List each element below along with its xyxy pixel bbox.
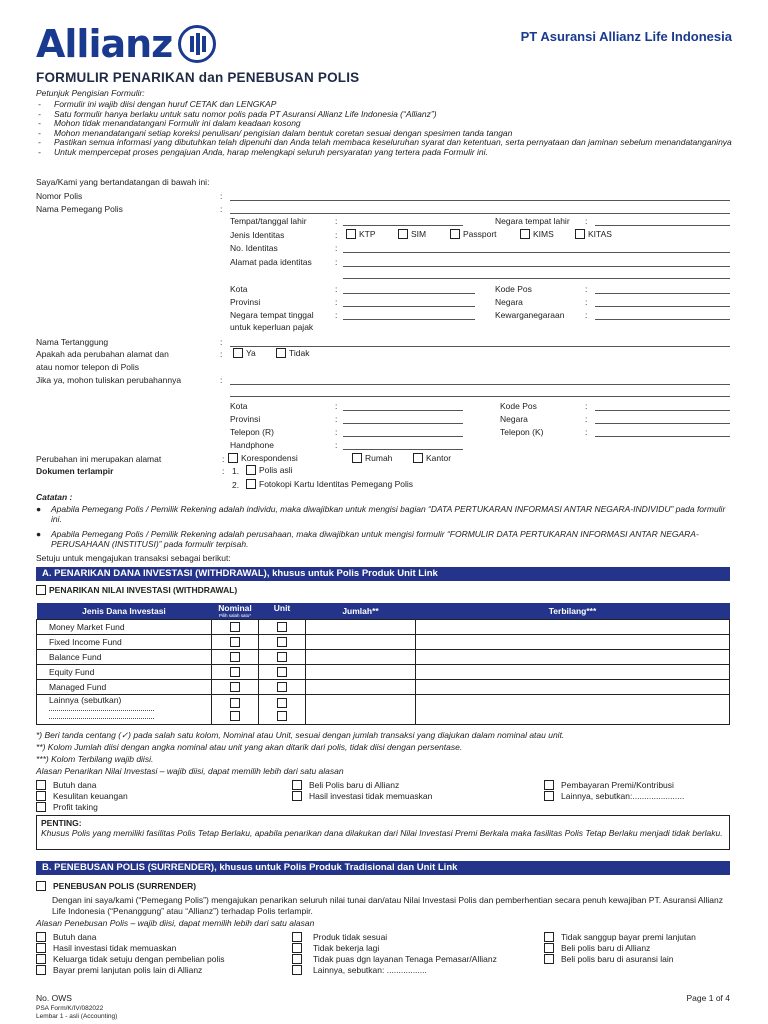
- jumlah-cell[interactable]: [306, 649, 416, 664]
- doc-number: 2.: [232, 480, 240, 490]
- provinsi-label-2: Provinsi: [230, 414, 261, 424]
- handphone-label: Handphone: [230, 440, 274, 450]
- checkbox[interactable]: [544, 780, 554, 790]
- pilih-hint: Pilih salah satu*: [218, 613, 252, 618]
- kewarganegaraan-field[interactable]: [595, 319, 730, 320]
- nominal-cell[interactable]: [212, 679, 259, 694]
- terbilang-cell[interactable]: [416, 619, 730, 634]
- table-row: [37, 664, 730, 679]
- nama-pemegang-label: Nama Pemegang Polis: [36, 204, 123, 214]
- penebusan-desc: Dengan ini saya/kami (“Pemegang Polis”) mengajukan penarikan seluruh nilai tunai dan/atau Nilai Investasi Polis dan pemberhentian secara penuh kewajiban PT. Asuransi Allianz Life Indonesia (“Penanggung” atau “Allianz”) terhadap Polis terlampir.: [52, 895, 723, 916]
- kewarganegaraan-label: Kewarganegaraan: [495, 310, 565, 320]
- ya-checkbox[interactable]: [233, 348, 256, 358]
- checkbox[interactable]: [520, 229, 530, 239]
- perubahan-field-2[interactable]: [230, 396, 730, 397]
- fund-other-label: Lainnya (sebutkan): [49, 694, 122, 705]
- company-name: PT Asuransi Allianz Life Indonesia: [520, 29, 732, 44]
- id-type-label: Passport: [463, 229, 497, 239]
- colon: :: [585, 414, 588, 424]
- fund-name: Money Market Fund: [37, 619, 212, 634]
- catatan-text: Apabila Pemegang Polis / Pemilik Rekening adalah perusahaan, maka diwajibkan untuk mengisi formulir “FORMULIR DATA PERTUKARAN INFORMASI ANTAR NEGARA-PERUSAHAAN (INSTITUSI)” pada formulir terpisah.: [51, 529, 699, 549]
- bullet-icon: ●: [36, 504, 42, 514]
- section-b-bar: B. PENEBUSAN POLIS (SURRENDER), khusus untuk Polis Produk Tradisional dan Unit Link: [36, 861, 730, 875]
- reason-checkbox[interactable]: [544, 953, 696, 964]
- fund-name: Balance Fund: [37, 649, 212, 664]
- provinsi-field[interactable]: [343, 306, 475, 307]
- colon: :: [585, 284, 588, 294]
- reason-checkbox[interactable]: [544, 779, 684, 790]
- penebusan-label: PENEBUSAN POLIS (SURRENDER): [53, 881, 197, 891]
- penarikan-checkbox[interactable]: [36, 585, 237, 595]
- telepon-r-field[interactable]: [343, 436, 463, 437]
- negara-field-2[interactable]: [595, 423, 730, 424]
- reason-label: Pembayaran Premi/Kontribusi: [561, 779, 674, 790]
- negara-label-2: Negara: [500, 414, 528, 424]
- fund-name: Equity Fund: [37, 664, 212, 679]
- checkbox[interactable]: [292, 780, 302, 790]
- reason-checkbox[interactable]: [292, 964, 497, 975]
- handphone-field[interactable]: [343, 449, 463, 450]
- jumlah-cell[interactable]: [306, 694, 416, 724]
- terbilang-cell[interactable]: [416, 649, 730, 664]
- checkbox[interactable]: [230, 652, 240, 662]
- jumlah-cell[interactable]: [306, 634, 416, 649]
- perubahan-label-2: atau nomor telepon di Polis: [36, 362, 140, 372]
- colon: :: [222, 454, 225, 464]
- footnote: *) Beri tanda centang (✓) pada salah satu kolom, Nominal atau Unit, sesuai dengan jumlah transaksi yang diajukan dalam nominal atau unit.: [36, 730, 565, 740]
- penting-heading: PENTING:: [41, 818, 82, 828]
- colon: :: [585, 401, 588, 411]
- header-terbilang: Terbilang***: [416, 603, 730, 619]
- guide-item: - Mohon menandatangani setiap koreksi penulisan/ pengisian dalam bentuk coretan sesuai dengan spesimen tanda tangan: [36, 129, 736, 139]
- id-type-label: KTP: [359, 229, 376, 239]
- reason-checkbox[interactable]: [36, 931, 225, 942]
- reason-checkbox[interactable]: [292, 931, 497, 942]
- form-number: PSA Form/K/IV/082022: [36, 1005, 104, 1012]
- checkbox[interactable]: [36, 954, 46, 964]
- table-row: [37, 679, 730, 694]
- id-ktp-checkbox[interactable]: [346, 229, 376, 239]
- reasons-b-col2: [292, 931, 497, 975]
- checkbox[interactable]: [352, 453, 362, 463]
- id-type-label: KITAS: [588, 229, 612, 239]
- korespondensi-checkbox[interactable]: [228, 453, 298, 463]
- penebusan-checkbox[interactable]: [36, 881, 196, 891]
- reason-label: Tidak bekerja lagi: [313, 942, 380, 953]
- allianz-logo: [36, 22, 216, 66]
- alamat-opt-label: Kantor: [426, 453, 452, 463]
- colon: :: [220, 337, 223, 347]
- checkbox[interactable]: [413, 453, 423, 463]
- unit-cell[interactable]: [259, 679, 306, 694]
- reason-label: Lainnya, sebutkan:......................: [561, 790, 685, 801]
- polis-asli-checkbox[interactable]: [246, 465, 293, 475]
- checkbox[interactable]: [346, 229, 356, 239]
- colon: :: [335, 284, 338, 294]
- reason-label: Beli polis baru di asuransi lain: [561, 953, 674, 964]
- checkbox[interactable]: [246, 479, 256, 489]
- checkbox[interactable]: [230, 667, 240, 677]
- reason-checkbox[interactable]: [292, 942, 497, 953]
- nama-tertanggung-field[interactable]: [230, 346, 730, 347]
- reasons-a-col3: [544, 779, 684, 801]
- nominal-label: Nominal: [218, 603, 252, 613]
- reason-checkbox[interactable]: [544, 942, 696, 953]
- colon: :: [335, 401, 338, 411]
- colon: :: [335, 243, 338, 253]
- checkbox[interactable]: [276, 348, 286, 358]
- alamat-identitas-label: Alamat pada identitas: [230, 257, 312, 267]
- nama-pemegang-field[interactable]: [230, 213, 730, 214]
- checkbox[interactable]: [277, 682, 287, 692]
- id-type-label: SIM: [411, 229, 427, 239]
- terbilang-cell[interactable]: [416, 694, 730, 724]
- checkbox[interactable]: [544, 791, 554, 801]
- reason-label: Produk tidak sesuai: [313, 931, 388, 942]
- table-row: [37, 619, 730, 634]
- reason-label: Keluarga tidak setuju dengan pembelian polis: [53, 953, 225, 964]
- unit-cell[interactable]: [259, 634, 306, 649]
- checkbox[interactable]: [36, 932, 46, 942]
- jumlah-cell[interactable]: [306, 619, 416, 634]
- guide-item: - Satu formulir hanya berlaku untuk satu nomor polis pada PT Asuransi Allianz Life Indonesia (“Allianz”): [36, 110, 736, 120]
- checkbox[interactable]: [292, 932, 302, 942]
- telepon-r-label: Telepon (R): [230, 427, 274, 437]
- checkbox[interactable]: [36, 881, 46, 891]
- reasons-a-col2: [292, 779, 432, 801]
- reason-label: Beli polis baru di Allianz: [561, 942, 651, 953]
- checkbox[interactable]: [230, 711, 240, 721]
- no-identitas-label: No. Identitas: [230, 243, 278, 253]
- header-nominal: [212, 603, 259, 619]
- colon: :: [335, 440, 338, 450]
- reason-checkbox[interactable]: [292, 779, 432, 790]
- reason-checkbox[interactable]: [36, 790, 128, 801]
- reason-label: Tidak sanggup bayar premi lanjutan: [561, 931, 696, 942]
- perubahan-label: Apakah ada perubahan alamat dan: [36, 349, 169, 359]
- header-unit: Unit: [259, 603, 306, 619]
- jumlah-cell[interactable]: [306, 679, 416, 694]
- doc-number: 1.: [232, 466, 240, 476]
- penarikan-label: PENARIKAN NILAI INVESTASI (WITHDRAWAL): [49, 585, 238, 595]
- kota-label-2: Kota: [230, 401, 248, 411]
- checkbox[interactable]: [36, 585, 46, 595]
- investment-table: [36, 603, 730, 725]
- id-passport-checkbox[interactable]: [450, 229, 497, 239]
- doc-label: Fotokopi Kartu Identitas Pemegang Polis: [259, 479, 414, 489]
- reason-checkbox[interactable]: [292, 953, 497, 964]
- checkbox[interactable]: [292, 791, 302, 801]
- checkbox[interactable]: [246, 465, 256, 475]
- colon: :: [585, 297, 588, 307]
- colon: :: [335, 230, 338, 240]
- tidak-checkbox[interactable]: [276, 348, 309, 358]
- form-intro: Saya/Kami yang bertandatangan di bawah ini:: [36, 177, 210, 187]
- no-identitas-field[interactable]: [343, 252, 730, 253]
- colon: :: [585, 216, 588, 226]
- fotokopi-ktp-checkbox[interactable]: [246, 479, 413, 489]
- checkbox[interactable]: [230, 637, 240, 647]
- table-row: [37, 649, 730, 664]
- checkbox[interactable]: [230, 698, 240, 708]
- kota-field[interactable]: [343, 293, 475, 294]
- jumlah-cell[interactable]: [306, 664, 416, 679]
- reason-label: Kesulitan keuangan: [53, 790, 128, 801]
- negara-label: Negara: [495, 297, 523, 307]
- negara-field[interactable]: [595, 306, 730, 307]
- colon: :: [220, 204, 223, 214]
- unit-cell[interactable]: [259, 694, 306, 724]
- terbilang-cell[interactable]: [416, 664, 730, 679]
- guide-item: - Formulir ini wajib diisi dengan huruf CETAK dan LENGKAP: [36, 100, 736, 110]
- checkbox[interactable]: [228, 453, 238, 463]
- perubahan-field[interactable]: [230, 384, 730, 385]
- checkbox[interactable]: [398, 229, 408, 239]
- unit-cell[interactable]: [259, 649, 306, 664]
- negara-pajak-label-2: untuk keperluan pajak: [230, 322, 314, 332]
- terbilang-cell[interactable]: [416, 634, 730, 649]
- checkbox[interactable]: [277, 637, 287, 647]
- section-a-bar: A. PENARIKAN DANA INVESTASI (WITHDRAWAL), khusus untuk Polis Produk Unit Link: [36, 567, 730, 581]
- no-ows: No. OWS: [36, 993, 72, 1003]
- checkbox[interactable]: [36, 802, 46, 812]
- telepon-k-label: Telepon (K): [500, 427, 544, 437]
- nominal-cell[interactable]: [212, 619, 259, 634]
- fund-name: Fixed Income Fund: [37, 634, 212, 649]
- tempat-lahir-field[interactable]: [343, 225, 463, 226]
- checkbox[interactable]: [230, 682, 240, 692]
- nominal-cell[interactable]: [212, 649, 259, 664]
- id-kitas-checkbox[interactable]: [575, 229, 612, 239]
- checkbox[interactable]: [36, 791, 46, 801]
- nomor-polis-label: Nomor Polis: [36, 191, 83, 201]
- reason-checkbox[interactable]: [36, 801, 128, 812]
- penting-box: [36, 815, 730, 850]
- colon: :: [335, 427, 338, 437]
- id-sim-checkbox[interactable]: [398, 229, 426, 239]
- reason-checkbox[interactable]: [36, 964, 225, 975]
- catatan-item: [36, 504, 730, 524]
- checkbox[interactable]: [544, 943, 554, 953]
- id-type-label: KIMS: [533, 229, 554, 239]
- reason-label: Profit taking: [53, 801, 98, 812]
- jenis-identitas-label: Jenis Identitas: [230, 230, 285, 240]
- alamat-opt-label: Korespondensi: [241, 453, 298, 463]
- colon: :: [585, 310, 588, 320]
- checkbox[interactable]: [292, 965, 302, 975]
- document-title: FORMULIR PENARIKAN dan PENEBUSAN POLIS: [36, 70, 360, 85]
- reason-checkbox[interactable]: [36, 953, 225, 964]
- negara-pajak-field[interactable]: [343, 319, 475, 320]
- nama-tertanggung-label: Nama Tertanggung: [36, 337, 109, 347]
- page-number: Page 1 of 4: [686, 993, 730, 1003]
- alamat-identitas-field-2[interactable]: [343, 278, 730, 279]
- guide-item: - Pastikan semua informasi yang dibutuhkan telah dipenuhi dan Anda telah membaca keseluruhan syarat dan ketentuan, serta pernyataan dan jaminan sebelum menandatanganinya: [36, 138, 736, 148]
- reasons-a-col1: [36, 779, 128, 812]
- kode-pos-label: Kode Pos: [495, 284, 532, 294]
- kode-pos-field-2[interactable]: [595, 410, 730, 411]
- reason-checkbox[interactable]: [36, 942, 225, 953]
- negara-pajak-label: Negara tempat tinggal: [230, 310, 314, 320]
- rumah-checkbox[interactable]: [352, 453, 392, 463]
- reason-checkbox[interactable]: [36, 779, 128, 790]
- footnote: **) Kolom Jumlah diisi dengan angka nominal atau unit yang akan ditarik dari polis, tidak diisi dengan persentase.: [36, 742, 463, 752]
- header-jumlah: Jumlah**: [306, 603, 416, 619]
- fund-name: Managed Fund: [37, 679, 212, 694]
- reason-checkbox[interactable]: [544, 790, 684, 801]
- id-kims-checkbox[interactable]: [520, 229, 554, 239]
- negara-lahir-field[interactable]: [595, 225, 730, 226]
- table-header: [37, 603, 730, 619]
- guide-item: - Mohon tidak menandatangani Formulir ini dalam keadaan kosong: [36, 119, 736, 129]
- fund-name-other[interactable]: [37, 694, 212, 724]
- lembar: Lembar 1 - asli (Accounting): [36, 1013, 118, 1020]
- allianz-eagle-icon: [178, 25, 216, 63]
- checkbox[interactable]: [292, 954, 302, 964]
- setuju-text: Setuju untuk mengajukan transaksi sebagai berikut:: [36, 553, 231, 563]
- reason-label: Lainnya, sebutkan: .................: [313, 964, 427, 975]
- checkbox[interactable]: [277, 622, 287, 632]
- checkbox[interactable]: [544, 954, 554, 964]
- table-row: [37, 634, 730, 649]
- guide-item: - Untuk mempercepat proses pengajuan Anda, harap melengkapi seluruh persyaratan yang tertera pada Formulir ini.: [36, 148, 736, 158]
- kantor-checkbox[interactable]: [413, 453, 451, 463]
- colon: :: [335, 310, 338, 320]
- kota-field-2[interactable]: [343, 410, 463, 411]
- colon: :: [220, 349, 223, 359]
- kota-label: Kota: [230, 284, 248, 294]
- checkbox[interactable]: [544, 932, 554, 942]
- guide-list: [36, 100, 736, 157]
- header-jenis: Jenis Dana Investasi: [37, 603, 212, 619]
- provinsi-field-2[interactable]: [343, 423, 463, 424]
- nominal-cell[interactable]: [212, 634, 259, 649]
- reason-label: Hasil investasi tidak memuaskan: [53, 942, 177, 953]
- checkbox[interactable]: [36, 780, 46, 790]
- other-fund-line[interactable]: [49, 711, 154, 719]
- alasan-a-label: Alasan Penarikan Nilai Investasi – wajib diisi, dapat memilih lebih dari satu alasan: [36, 766, 344, 776]
- unit-cell[interactable]: [259, 619, 306, 634]
- guide-heading: Petunjuk Pengisian Formulir:: [36, 88, 145, 98]
- alamat-opt-label: Rumah: [365, 453, 393, 463]
- bullet-icon: ●: [36, 529, 42, 539]
- footnotes: [36, 729, 730, 777]
- colon: :: [335, 414, 338, 424]
- catatan-text: Apabila Pemegang Polis / Pemilik Rekening adalah individu, maka diwajibkan untuk mengisi bagian “DATA PERTUKARAN INFORMASI ANTAR NEGARA-INDIVIDU” pada formulir ini.: [51, 504, 726, 524]
- checkbox[interactable]: [277, 667, 287, 677]
- perubahan-alamat-label: Perubahan ini merupakan alamat: [36, 454, 162, 464]
- colon: :: [220, 191, 223, 201]
- brand-name: Allianz: [36, 22, 173, 66]
- reason-checkbox[interactable]: [292, 790, 432, 801]
- nominal-cell[interactable]: [212, 664, 259, 679]
- colon: :: [220, 375, 223, 385]
- colon: :: [222, 466, 225, 476]
- dokumen-label: Dokumen terlampir: [36, 466, 114, 476]
- alamat-identitas-field[interactable]: [343, 266, 730, 267]
- kode-pos-label-2: Kode Pos: [500, 401, 537, 411]
- negara-lahir-label: Negara tempat lahir: [495, 216, 570, 226]
- reasons-b-col1: [36, 931, 225, 975]
- checkbox[interactable]: [277, 652, 287, 662]
- tidak-label: Tidak: [289, 348, 310, 358]
- colon: :: [335, 216, 338, 226]
- nomor-polis-field[interactable]: [230, 200, 730, 201]
- checkbox[interactable]: [36, 943, 46, 953]
- nominal-cell[interactable]: [212, 694, 259, 724]
- reason-label: Butuh dana: [53, 779, 97, 790]
- alasan-b-label: Alasan Penebusan Polis – wajib diisi, dapat memilih lebih dari satu alasan: [36, 918, 315, 928]
- telepon-k-field[interactable]: [595, 436, 730, 437]
- checkbox[interactable]: [277, 698, 287, 708]
- reason-checkbox[interactable]: [544, 931, 696, 942]
- catatan-heading: Catatan :: [36, 492, 73, 502]
- checkbox[interactable]: [233, 348, 243, 358]
- footnote: ***) Kolom Terbilang wajib diisi.: [36, 754, 154, 764]
- unit-cell[interactable]: [259, 664, 306, 679]
- table-row: [37, 694, 730, 724]
- reason-label: Beli Polis baru di Allianz: [309, 779, 400, 790]
- reasons-b-col3: [544, 931, 696, 964]
- reason-label: Butuh dana: [53, 931, 97, 942]
- doc-label: Polis asli: [259, 465, 293, 475]
- colon: :: [335, 297, 338, 307]
- colon: :: [335, 257, 338, 267]
- terbilang-cell[interactable]: [416, 679, 730, 694]
- reason-label: Tidak puas dgn layanan Tenaga Pemasar/Allianz: [313, 953, 497, 964]
- provinsi-label: Provinsi: [230, 297, 261, 307]
- tempat-lahir-label: Tempat/tanggal lahir: [230, 216, 307, 226]
- catatan-item: [36, 529, 730, 549]
- checkbox[interactable]: [230, 622, 240, 632]
- checkbox[interactable]: [450, 229, 460, 239]
- colon: :: [585, 427, 588, 437]
- reason-label: Bayar premi lanjutan polis lain di Allianz: [53, 964, 203, 975]
- checkbox[interactable]: [292, 943, 302, 953]
- reason-label: Hasil investasi tidak memuaskan: [309, 790, 433, 801]
- kode-pos-field[interactable]: [595, 293, 730, 294]
- checkbox[interactable]: [277, 711, 287, 721]
- checkbox[interactable]: [575, 229, 585, 239]
- checkbox[interactable]: [36, 965, 46, 975]
- ya-label: Ya: [246, 348, 256, 358]
- penting-text: Khusus Polis yang memiliki fasilitas Polis Tetap Berlaku, apabila penarikan dana dilakukan dari Nilai Investasi Premi Berkala maka fasilitas Polis Tetap Berlaku menjadi tidak berlaku.: [41, 828, 723, 838]
- jika-ya-label: Jika ya, mohon tuliskan perubahannya: [36, 375, 182, 385]
